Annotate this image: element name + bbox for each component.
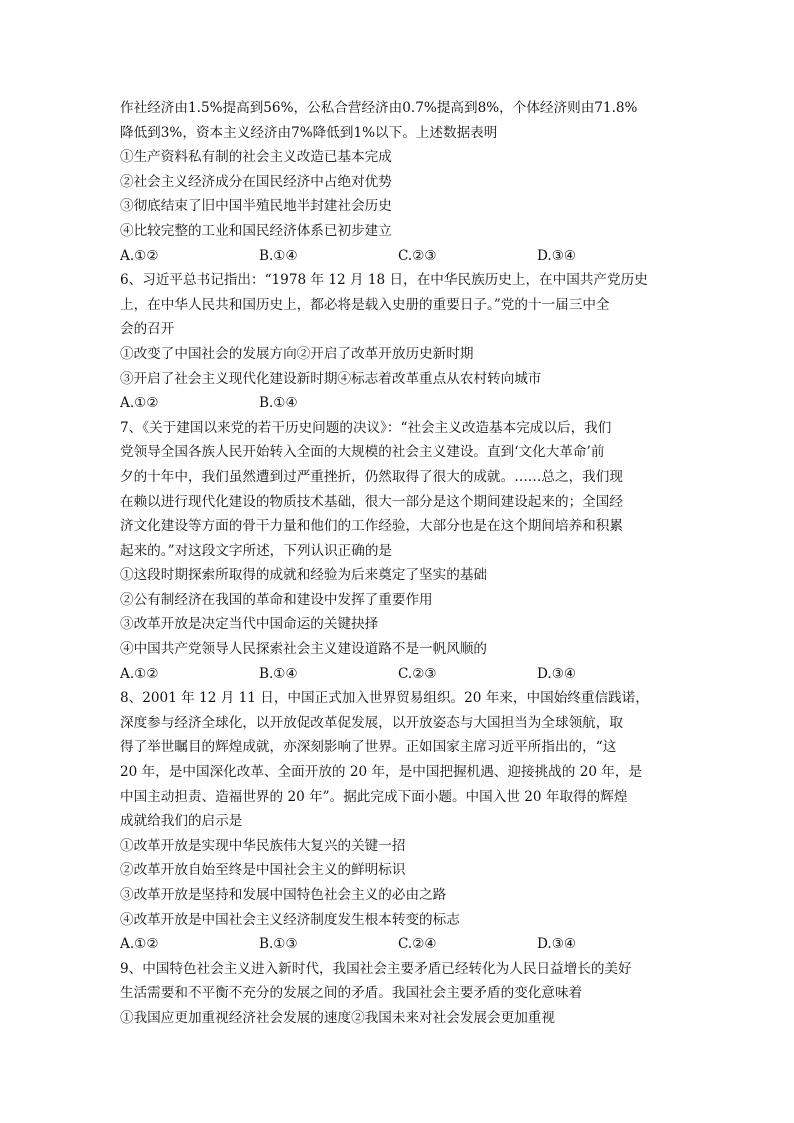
statement-1: ①这段时期探索所取得的成就和经验为后来奠定了坚实的基础 (120, 567, 488, 584)
statement-1: ①生产资料私有制的社会主义改造已基本完成 (120, 149, 392, 166)
question-8-line: 深度参与经济全球化，以开放促改革促发展，以开放姿态与大国担当为全球领航，取 (120, 714, 623, 731)
answer-options (120, 932, 680, 957)
question-text (120, 96, 680, 1031)
question-6-line: 6、习近平总书记指出：“1978 年 12 月 18 日，在中华民族历史上，在中国共产党历史 (120, 272, 648, 289)
question-9-line: 生活需要和不平衡不充分的发展之间的矛盾。我国社会主要矛盾的变化意味着 (120, 985, 583, 1002)
question-7-line: 在赖以进行现代化建设的物质技术基础，很大一部分是这个期间建设起来的；全国经 (120, 493, 623, 510)
option-c: C.②④ (398, 936, 437, 953)
question-7-line: 7、《关于建国以来党的若干历史问题的决议》：“社会主义改造基本完成以后，我们 (120, 419, 612, 436)
question-6-line: 会的召开 (120, 321, 175, 338)
option-b: B.①④ (259, 395, 298, 412)
statement-2: ②改革开放自始至终是中国社会主义的鲜明标识 (120, 862, 406, 879)
statement-1-2: ①改变了中国社会的发展方向②开启了改革开放历史新时期 (120, 345, 474, 362)
answer-options (120, 662, 680, 687)
option-d: D.③④ (537, 936, 577, 953)
option-a: A.①② (120, 665, 159, 682)
question-7-line: 夕的十年中，我们虽然遭到过严重挫折，仍然取得了很大的成就。……总之，我们现 (120, 468, 623, 485)
option-b: B.①④ (259, 665, 298, 682)
statement-4: ④比较完整的工业和国民经济体系已初步建立 (120, 222, 392, 239)
question-7-line: 济文化建设等方面的骨干力量和他们的工作经验，大部分也是在这个期间培养和积累 (120, 518, 623, 535)
question-8-line: 得了举世瞩目的辉煌成就，亦深刻影响了世界。正如国家主席习近平所指出的，“这 (120, 739, 617, 756)
text-line: 降低到3%，资本主义经济由7%降低到1%以下。上述数据表明 (120, 124, 498, 141)
statement-4: ④改革开放是中国社会主义经济制度发生根本转变的标志 (120, 911, 460, 928)
statement-3: ③改革开放是决定当代中国命运的关键抉择 (120, 616, 379, 633)
statement-4: ④中国共产党领导人民探索社会主义建设道路不是一帆风顺的 (120, 641, 488, 658)
question-7-line: 起来的。”对这段文字所述，下列认识正确的是 (120, 542, 393, 559)
question-7-line: 党领导全国各族人民开始转入全面的大规模的社会主义建设。直到‘文化大革命’前 (120, 444, 605, 461)
option-c: C.②③ (398, 665, 437, 682)
option-c: C.②③ (398, 247, 437, 264)
statement-3: ③改革开放是坚持和发展中国特色社会主义的必由之路 (120, 887, 447, 903)
answer-options (120, 391, 680, 416)
option-d: D.③④ (537, 247, 577, 264)
question-8-line: 8、2001 年 12 月 11 日，中国正式加入世界贸易组织。20 年来，中国始终重信践诺， (120, 690, 649, 707)
text-line: 作社经济由1.5%提高到56%，公私合营经济由0.7%提高到8%，个体经济则由71.8% (120, 100, 638, 116)
question-6-line: 上，在中华人民共和国历史上，都必将是载入史册的重要日子。”党的十一届三中全 (120, 296, 610, 313)
statement-1: ①改革开放是实现中华民族伟大复兴的关键一招 (120, 837, 406, 854)
statement-3: ③彻底结束了旧中国半殖民地半封建社会历史 (120, 198, 392, 215)
statement-2: ②公有制经济在我国的革命和建设中发挥了重要作用 (120, 591, 433, 608)
option-b: B.①③ (259, 936, 298, 953)
option-a: A.①② (120, 247, 159, 264)
answer-options (120, 244, 680, 269)
option-a: A.①② (120, 395, 159, 412)
question-9-line: 9、中国特色社会主义进入新时代，我国社会主要矛盾已经转化为人民日益增长的美好 (120, 960, 632, 977)
statement-1-2: ①我国应更加重视经济社会发展的速度②我国未来对社会发展会更加重视 (120, 1009, 555, 1026)
option-d: D.③④ (537, 665, 577, 682)
statement-2: ②社会主义经济成分在国民经济中占绝对优势 (120, 173, 392, 190)
question-8-line: 成就给我们的启示是 (120, 813, 243, 830)
question-8-line: 20 年，是中国深化改革、全面开放的 20 年，是中国把握机遇、迎接挑战的 20 年，是 (120, 764, 643, 781)
statement-3-4: ③开启了社会主义现代化建设新时期④标志着改革重点从农村转向城市 (120, 370, 542, 387)
question-8-line: 中国主动担责、造福世界的 20 年”。据此完成下面小题。中国入世 20 年取得的辉煌 (120, 788, 628, 805)
option-b: B.①④ (259, 247, 298, 264)
option-a: A.①② (120, 936, 159, 953)
